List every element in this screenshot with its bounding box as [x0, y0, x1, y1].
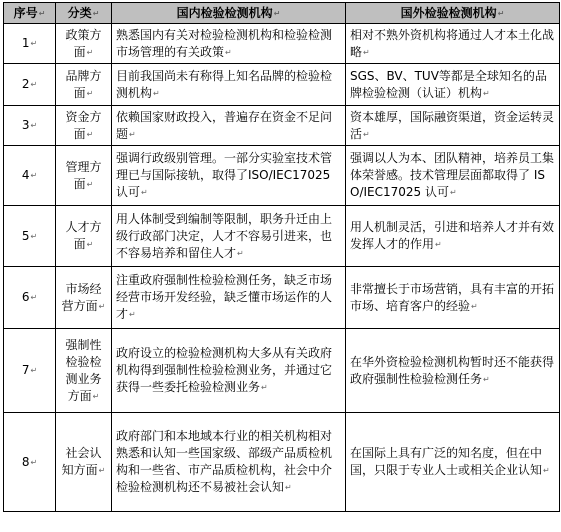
row-category [56, 413, 112, 512]
row-domestic [112, 329, 346, 413]
header-foreign [346, 3, 560, 24]
paragraph-mark-icon: ↵ [86, 129, 94, 139]
row-number-text: 7 [21, 363, 30, 377]
row-category [56, 106, 112, 146]
row-number-text: 8 [21, 454, 30, 469]
row-number-text: 6 [21, 290, 30, 304]
row-number [4, 329, 56, 413]
row-foreign-text: 强调以人为本、团队精神，培养员工集体荣誉感。技术管理层面都取得了 ISO/IEC17025 认可 [350, 151, 555, 199]
paragraph-mark-icon: ↵ [435, 240, 442, 249]
row-domestic-text: 依赖国家财政投入，普遍存在资金不足问题 [116, 109, 333, 141]
row-domestic [112, 24, 346, 64]
paragraph-mark-icon: ↵ [543, 466, 550, 475]
row-domestic-text: 政府设立的检验检测机构大多从有关政府机构得到强制性检验检测业务，并通过它获得一些委托检验检测业务 [116, 346, 333, 394]
paragraph-mark-icon: ↵ [30, 366, 38, 375]
row-category-text: 强制性检验检测业务方面 [65, 337, 102, 403]
paragraph-mark-icon: ↵ [98, 301, 106, 311]
paragraph-mark-icon: ↵ [30, 121, 38, 130]
paragraph-mark-icon: ↵ [92, 391, 100, 401]
row-category [56, 206, 112, 267]
row-category-text: 社会认知方面 [61, 446, 102, 477]
paragraph-mark-icon: ↵ [497, 8, 505, 18]
paragraph-mark-icon: ↵ [363, 47, 370, 57]
row-number [4, 106, 56, 146]
header-domestic-label: 国内检验检测机构 [176, 5, 273, 20]
row-domestic [112, 146, 346, 206]
row-foreign-text: 非常擅长于市场营销，具有丰富的开拓市场、培育客户的经验 [350, 281, 555, 313]
row-category [56, 267, 112, 329]
row-category [56, 64, 112, 106]
paragraph-mark-icon: ↵ [86, 47, 94, 57]
paragraph-mark-icon: ↵ [363, 129, 370, 139]
paragraph-mark-icon: ↵ [30, 171, 38, 180]
paragraph-mark-icon: ↵ [86, 179, 94, 189]
row-number [4, 24, 56, 64]
paragraph-mark-icon: ↵ [225, 47, 232, 57]
row-foreign-text: 相对不熟外资机构将通过人才本土化战略 [350, 27, 555, 59]
row-foreign-text: 在华外资检验检测机构暂时还不能获得政府强制性检验检测任务 [350, 354, 555, 386]
row-domestic-text: 目前我国尚未有称得上知名品牌的检验检测机构 [116, 68, 333, 100]
header-category-label: 分类 [67, 5, 92, 20]
row-number-text: 5 [21, 228, 30, 243]
row-foreign [346, 146, 560, 206]
row-number [4, 206, 56, 267]
row-domestic-text: 用人体制受到编制等限制，职务升迁由上级行政部门决定，人才不容易引进来，也不容易培养和留住人才 [116, 211, 333, 260]
paragraph-mark-icon: ↵ [141, 188, 148, 197]
row-number [4, 413, 56, 512]
row-number-text: 4 [21, 168, 30, 182]
row-domestic [112, 267, 346, 329]
paragraph-mark-icon: ↵ [98, 466, 106, 475]
row-number-text: 2 [21, 77, 30, 91]
table-row [4, 146, 560, 206]
table-row [4, 267, 560, 329]
paragraph-mark-icon: ↵ [483, 88, 490, 98]
table-row [4, 64, 560, 106]
row-domestic-text: 熟悉国内有关对检验检测机构和检验检测市场管理的有关政策 [116, 27, 333, 59]
paragraph-mark-icon: ↵ [285, 483, 292, 492]
paragraph-mark-icon: ↵ [129, 129, 136, 139]
table-row [4, 413, 560, 512]
row-foreign-text: 资本雄厚，国际融资渠道，资金运转灵活 [350, 109, 555, 141]
row-category [56, 329, 112, 413]
row-category [56, 24, 112, 64]
row-category [56, 146, 112, 206]
paragraph-mark-icon: ↵ [30, 231, 38, 241]
row-foreign [346, 329, 560, 413]
paragraph-mark-icon: ↵ [261, 383, 268, 392]
row-number-text: 3 [21, 118, 30, 132]
row-number [4, 267, 56, 329]
paragraph-mark-icon: ↵ [92, 8, 100, 18]
row-number [4, 146, 56, 206]
row-category-text: 资金方面 [65, 109, 102, 141]
row-foreign-text: 在国际上具有广泛的知名度，但在中国，只限于专业人士或相关企业认知 [350, 446, 543, 477]
row-domestic [112, 413, 346, 512]
row-foreign [346, 267, 560, 329]
paragraph-mark-icon: ↵ [30, 293, 38, 302]
row-category-text: 政策方面 [65, 27, 102, 59]
row-category-text: 人才方面 [65, 220, 102, 251]
row-number-text: 1 [21, 36, 30, 50]
paragraph-mark-icon: ↵ [30, 457, 38, 467]
row-domestic [112, 64, 346, 106]
header-index-label: 序号 [13, 5, 38, 20]
row-foreign-text: SGS、BV、TUV等都是全球知名的品牌检验检测（认证）机构 [350, 68, 547, 100]
paragraph-mark-icon: ↵ [237, 248, 244, 258]
row-category-text: 市场经营方面 [61, 281, 102, 313]
paragraph-mark-icon: ↵ [38, 8, 46, 18]
paragraph-mark-icon: ↵ [273, 8, 281, 18]
row-foreign [346, 206, 560, 267]
table-header [4, 3, 560, 24]
row-category-text: 管理方面 [65, 159, 102, 191]
row-number [4, 64, 56, 106]
paragraph-mark-icon: ↵ [86, 88, 94, 98]
table-row [4, 24, 560, 64]
row-category-text: 品牌方面 [65, 68, 102, 100]
paragraph-mark-icon: ↵ [153, 88, 160, 98]
table-row [4, 329, 560, 413]
paragraph-mark-icon: ↵ [449, 188, 457, 197]
row-domestic-text: 注重政府强制性检验检测任务，缺乏市场经营市场开发经验，缺乏懂市场运作的人才 [116, 273, 333, 321]
paragraph-mark-icon: ↵ [30, 80, 38, 89]
row-foreign [346, 106, 560, 146]
header-category [56, 3, 112, 24]
comparison-table [3, 2, 560, 512]
row-domestic-text: 政府部门和本地域本行业的相关机构相对熟悉和认知一些国家级、部级产品质检机构和一些省、市产品质检机构，社会中介检验检测机构还不易被社会认知 [116, 429, 333, 494]
row-foreign-text: 用人机制灵活，引进和培养人才并有效发挥人才的作用 [350, 220, 555, 251]
header-domestic [112, 3, 346, 24]
row-foreign [346, 64, 560, 106]
paragraph-mark-icon: ↵ [471, 301, 478, 311]
table-row [4, 106, 560, 146]
paragraph-mark-icon: ↵ [30, 39, 38, 48]
paragraph-mark-icon: ↵ [483, 374, 490, 384]
header-foreign-label: 国外检验检测机构 [400, 5, 497, 20]
paragraph-mark-icon: ↵ [86, 240, 94, 249]
table-row [4, 206, 560, 267]
row-foreign [346, 24, 560, 64]
row-domestic-text: 强调行政级别管理。一部分实验室技术管理已与国际接轨，取得了ISO/IEC17025认可 [116, 151, 333, 199]
row-foreign [346, 413, 560, 512]
row-domestic [112, 106, 346, 146]
paragraph-mark-icon: ↵ [129, 310, 136, 319]
header-index [4, 3, 56, 24]
row-domestic [112, 206, 346, 267]
